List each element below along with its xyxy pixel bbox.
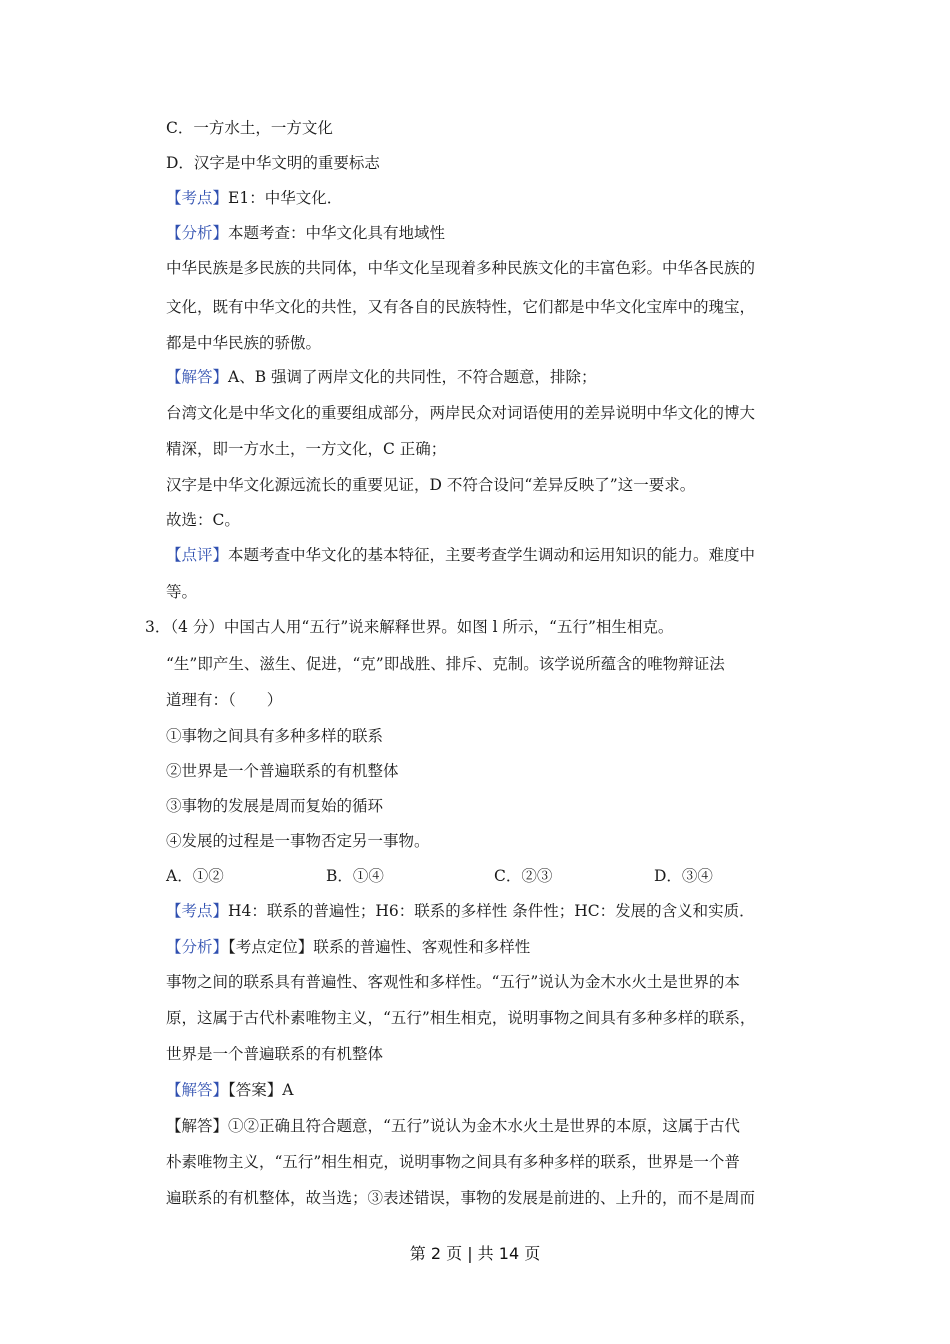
page-footer: 第 2 页 | 共 14 页 <box>409 1244 541 1263</box>
statement-item: ④发展的过程是一事物否定另一事物。 <box>166 832 430 850</box>
statement-item: ③事物的发展是周而复始的循环 <box>166 797 384 815</box>
jieda-text: A、B 强调了两岸文化的共同性，不符合题意，排除； <box>228 368 597 386</box>
dianping-tag: 【点评】 <box>166 546 229 564</box>
fenxi-text: 本题考查：中华文化具有地域性 <box>228 224 446 242</box>
question-3-stem-line: “生”即产生、滋生、促进，“克”即战胜、排斥、克制。该学说所蕴含的唯物辩证法 <box>166 655 725 673</box>
kaodian-text: H4：联系的普遍性；H6：联系的多样性 条件性；HC：发展的含义和实质． <box>228 902 755 920</box>
statement-item: ②世界是一个普遍联系的有机整体 <box>166 762 399 780</box>
jieda-line: 台湾文化是中华文化的重要组成部分，两岸民众对词语使用的差异说明中华文化的博大 <box>166 404 756 422</box>
dianping-row <box>166 544 755 566</box>
kaodian-row <box>166 900 755 922</box>
question-3-stem: 3．（4 分）中国古人用“五行”说来解释世界。如图 l 所示，“五行”相生相克。 <box>145 618 674 636</box>
fenxi-line: 原，这属于古代朴素唯物主义，“五行”相生相克，说明事物之间具有多种多样的联系， <box>166 1009 756 1027</box>
jieda-row <box>166 1115 740 1137</box>
kaodian-tag: 【考点】 <box>166 189 229 207</box>
jieda-prefix: 【解答】 <box>166 1117 229 1135</box>
fenxi-line: 事物之间的联系具有普遍性、客观性和多样性。“五行”说认为金木水火土是世界的本 <box>166 973 740 991</box>
jieda-line: 故选：C。 <box>166 511 240 529</box>
jieda-text: ①②正确且符合题意，“五行”说认为金木水火土是世界的本原，这属于古代 <box>228 1117 740 1135</box>
fenxi-line: 都是中华民族的骄傲。 <box>166 334 322 352</box>
fenxi-tag: 【分析】 <box>166 224 229 242</box>
option-d: D．汉字是中华文明的重要标志 <box>166 154 380 172</box>
option-a: A．①② <box>166 867 224 885</box>
option-c: C．②③ <box>494 867 553 885</box>
fenxi-line: 文化，既有中华文化的共性，又有各自的民族特性，它们都是中华文化宝库中的瑰宝， <box>166 298 756 316</box>
option-c: C．一方水土，一方文化 <box>166 119 333 137</box>
fenxi-tag: 【分析】 <box>166 938 229 956</box>
kaodian-row <box>166 187 342 209</box>
jieda-line: 朴素唯物主义，“五行”相生相克，说明事物之间具有多种多样的联系，世界是一个普 <box>166 1153 740 1171</box>
kaodian-text: E1：中华文化． <box>228 189 343 207</box>
jieda-line: 汉字是中华文化源远流长的重要见证，D 不符合设问“差异反映了”这一要求。 <box>166 476 696 494</box>
jieda-line: 精深，即一方水土，一方文化，C 正确； <box>166 440 447 458</box>
fenxi-row <box>166 936 530 958</box>
fenxi-text: 【考点定位】联系的普遍性、客观性和多样性 <box>228 938 531 956</box>
jieda-row <box>166 366 597 388</box>
fenxi-row <box>166 222 445 244</box>
jieda-tag: 【解答】 <box>166 1081 229 1099</box>
kaodian-tag: 【考点】 <box>166 902 229 920</box>
jieda-tag: 【解答】 <box>166 368 229 386</box>
fenxi-line: 中华民族是多民族的共同体，中华文化呈现着多种民族文化的丰富色彩。中华各民族的 <box>166 259 756 277</box>
fenxi-line: 世界是一个普遍联系的有机整体 <box>166 1045 384 1063</box>
jieda-row <box>166 1079 293 1101</box>
jieda-text: 【答案】A <box>228 1081 294 1099</box>
dianping-text: 本题考查中华文化的基本特征，主要考查学生调动和运用知识的能力。难度中 <box>228 546 756 564</box>
statement-item: ①事物之间具有多种多样的联系 <box>166 727 384 745</box>
question-3-stem-line: 道理有：（ ） <box>166 691 283 709</box>
option-d: D．③④ <box>654 867 713 885</box>
dianping-line: 等。 <box>166 583 198 601</box>
option-b: B．①④ <box>326 867 384 885</box>
jieda-line: 遍联系的有机整体，故当选；③表述错误，事物的发展是前进的、上升的，而不是周而 <box>166 1189 756 1207</box>
